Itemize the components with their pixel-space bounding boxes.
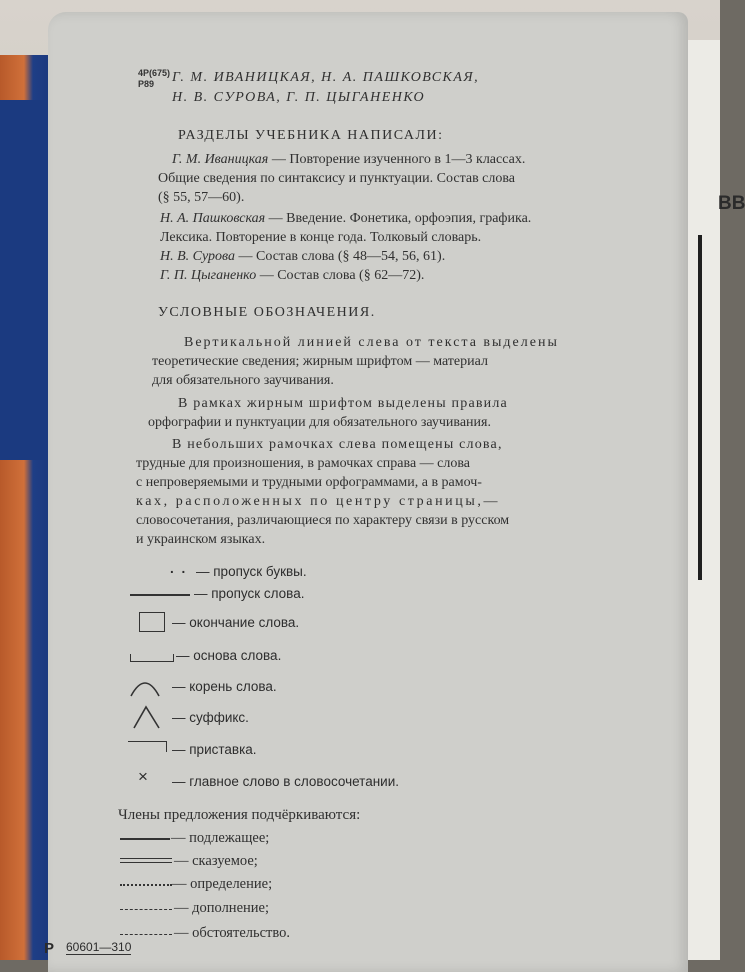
authors-line: Н. В. СУРОВА, Г. П. ЦЫГАНЕНКО [172,90,426,105]
legend-heading: УСЛОВНЫЕ ОБОЗНАЧЕНИЯ. [158,305,376,320]
footer-letter: Р [44,940,55,957]
paragraph-line: орфографии и пунктуации для обязательного заучивания. [148,415,491,430]
legend-text: — пропуск буквы. [196,564,307,579]
legend-text: — корень слова. [172,679,277,694]
contribution-line: Общие сведения по синтаксису и пунктуации. Состав слова [158,171,516,186]
sections-heading: РАЗДЕЛЫ УЧЕБНИКА НАПИСАЛИ: [178,128,444,143]
member-text: — определение; [172,876,273,892]
subject-underline [120,838,170,840]
legend-text: — главное слово в словосочетании. [172,774,399,789]
suffix-caret-icon [132,704,162,730]
cross-icon: × [138,767,148,786]
paragraph-line: и украинском языках. [136,532,266,547]
prefix-bracket-icon [128,741,167,752]
legend-text: — окончание слова. [172,615,300,630]
right-page-rule [698,235,702,580]
paragraph-line: трудные для произношения, в рамочках справа — слова [136,456,470,471]
line-symbol [130,594,190,596]
members-heading: Члены предложения подчёркиваются: [118,807,361,823]
left-book-cover [0,100,48,460]
paragraph-line: словосочетания, различающиеся по характеру связи в русском [136,513,510,528]
paragraph-line: с непроверяемыми и трудными орфограммами, а в рамоч- [136,475,482,490]
paragraph-line: теоретические сведения; жирным шрифтом — материал [152,354,488,369]
paragraph-line: для обязательного заучивания. [152,373,334,388]
attribute-underline [120,884,172,886]
legend-text: — суффикс. [172,710,249,725]
legend-text: — основа слова. [176,648,282,663]
legend-text: — пропуск слова. [194,586,305,601]
contribution-line: Н. В. Сурова — Состав слова (§ 48—54, 56, 61). [160,249,446,264]
book-page [44,12,688,972]
contribution-line: Н. А. Пашковская — Введение. Фонетика, орфоэпия, графика. [160,211,532,226]
object-underline [120,909,172,910]
footer-number: 60601—310 [66,940,132,954]
root-arc-icon [128,674,162,698]
member-text: — обстоятельство. [174,925,290,941]
classification-code: 4Р(675) [138,68,171,78]
dots-symbol: . . [170,561,188,576]
legend-text: — приставка. [172,742,257,757]
right-page-title: ВВ [718,193,745,214]
contribution-line: Г. М. Иваницкая — Повторение изученного в 1—3 классах. [172,152,526,167]
member-text: — сказуемое; [174,853,258,869]
paragraph-line: В небольших рамочках слева помещены слова, [172,437,503,452]
predicate-underline [120,858,172,863]
paragraph-line: Вертикальной линией слева от текста выделены [184,335,559,350]
adverbial-underline [120,934,172,935]
authors-line: Г. М. ИВАНИЦКАЯ, Н. А. ПАШКОВСКАЯ, [172,70,480,85]
member-text: — подлежащее; [171,830,270,846]
contribution-line: Лексика. Повторение в конце года. Толковый словарь. [160,230,482,245]
paragraph-line: В рамках жирным шрифтом выделены правила [178,396,508,411]
ending-box-icon [139,612,165,632]
classification-code: Р89 [138,79,155,89]
stem-bracket-icon [130,654,174,662]
paragraph-line: ках, расположенных по центру страницы,— [136,494,501,509]
contribution-line: Г. П. Цыганенко — Состав слова (§ 62—72). [160,268,425,283]
contribution-line: (§ 55, 57—60). [158,190,245,205]
member-text: — дополнение; [174,900,269,916]
